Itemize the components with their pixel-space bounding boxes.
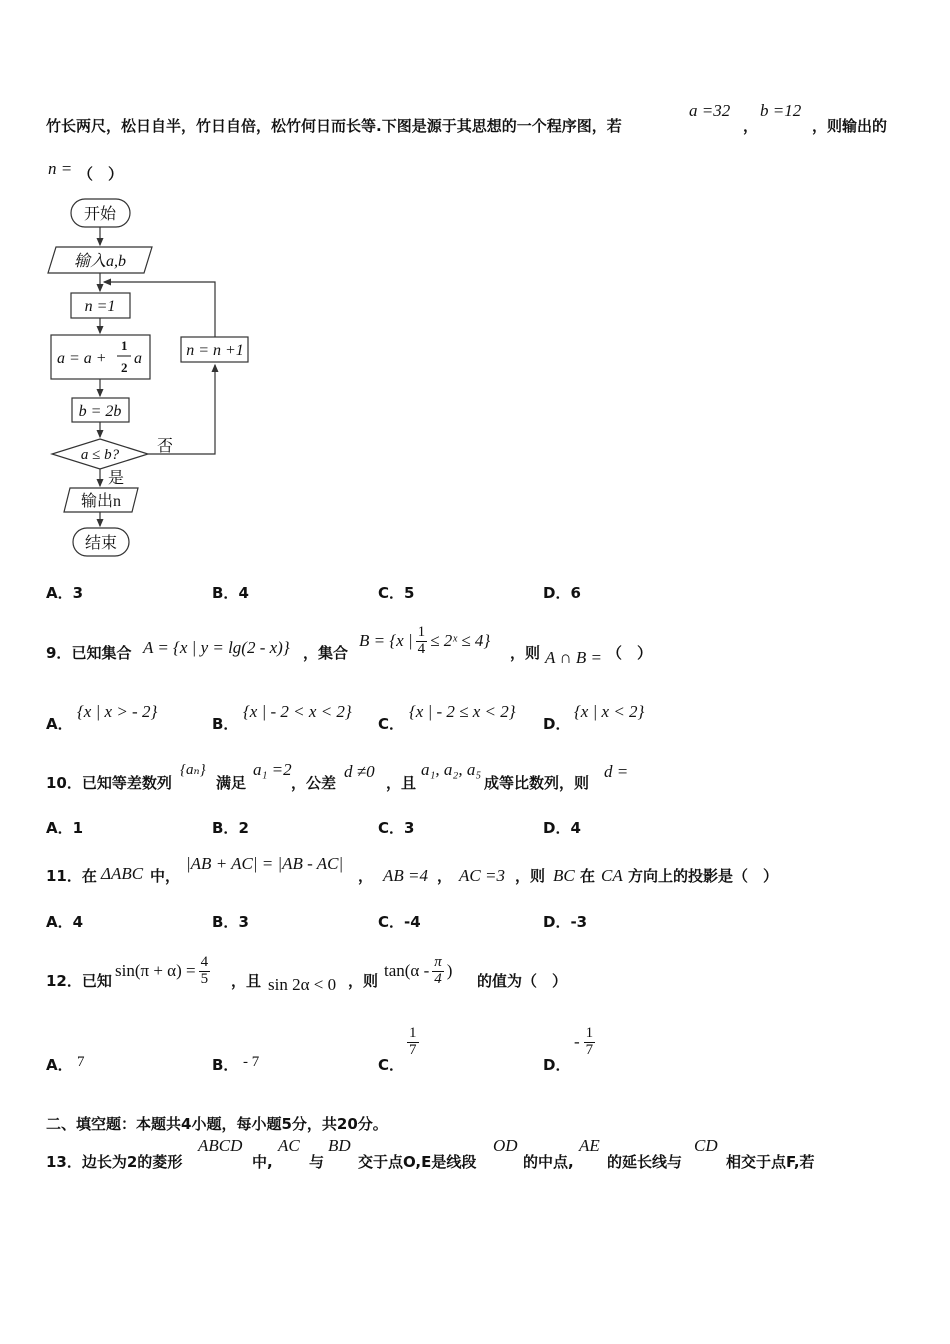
q11-ca: CA — [601, 866, 623, 885]
q12-condition: sin 2α < 0 — [268, 975, 337, 994]
q10-option-d: D．4 — [543, 819, 581, 837]
flow-condition-label: a ≤ b? — [80, 447, 120, 463]
q9-option-d-value: {x | x < 2} — [574, 702, 645, 721]
q8-option-a: A．3 — [46, 584, 84, 602]
q10-text-5: 成等比数列，则 — [484, 774, 590, 792]
q10-a1: a₁ =2 — [253, 760, 292, 779]
q11-vector-equation: |AB + AC| = |AB - AC| — [186, 854, 344, 873]
flow-b-update-label: b = 2b — [78, 403, 122, 420]
q12-option-b-label: B． — [212, 1056, 239, 1074]
q11-ab: AB =4 — [383, 866, 428, 885]
q11-text-2: 中， — [150, 867, 181, 885]
q13-cd: CD — [694, 1136, 718, 1155]
flow-input-label: 输入a,b — [73, 253, 127, 270]
q11-ac: AC =3 — [459, 866, 505, 885]
q12-text-4: 的值为（ ） — [477, 972, 568, 990]
q10-option-b: B．2 — [212, 819, 249, 837]
q8-b-condition: b =12 — [760, 101, 802, 120]
q8-option-d: D．6 — [543, 584, 581, 602]
q13-abcd: ABCD — [198, 1136, 243, 1155]
q8-option-c: C．5 — [378, 584, 415, 602]
q10-d-condition: d ≠0 — [344, 762, 375, 781]
q11-separator: ， — [358, 867, 374, 885]
q9-option-a-label: A． — [46, 715, 73, 733]
q9-number: 9．已知集合 — [46, 644, 132, 662]
q11-text-3: ，则 — [515, 867, 546, 885]
flow-a-var: a — [134, 350, 142, 367]
q9-option-d-label: D． — [543, 715, 571, 733]
q11-text-4: 在 — [580, 867, 596, 885]
q12-option-b-value: - 7 — [243, 1054, 260, 1070]
flow-start-label: 开始 — [83, 206, 117, 223]
q10-text-2: 满足 — [216, 774, 247, 792]
q12-option-c-label: C． — [378, 1056, 405, 1074]
q8-option-b: B．4 — [212, 584, 249, 602]
q10-text-4: ，且 — [386, 774, 417, 792]
q11-option-c: C．-4 — [378, 913, 421, 931]
q10-ask: d = — [604, 762, 629, 781]
q11-number: 11．在 — [46, 867, 97, 885]
q13-od: OD — [493, 1136, 518, 1155]
q8-answer-paren: （ ） — [78, 165, 124, 183]
flow-end-label: 结束 — [84, 535, 118, 552]
q12-number: 12．已知 — [46, 972, 112, 990]
flowchart — [40, 190, 270, 565]
q10-terms: a₁, a₂, a₅ — [421, 760, 482, 779]
q9-option-c-value: {x | - 2 ≤ x < 2} — [409, 702, 516, 721]
q9-expression: A ∩ B = — [545, 648, 602, 667]
q9-option-b-label: B． — [212, 715, 239, 733]
flow-n-init-label: n =1 — [84, 298, 116, 315]
q9-answer-paren: （ ） — [607, 644, 653, 662]
q13-number: 13．边长为2的菱形 — [46, 1153, 183, 1171]
q8-tail: ，则输出的 — [812, 117, 888, 135]
q12-option-a-value: 7 — [77, 1054, 85, 1070]
q12-option-a-label: A． — [46, 1056, 73, 1074]
q12-option-d-value: - $\frac{1}{7}$ — [574, 1025, 594, 1058]
q11-option-a: A．4 — [46, 913, 84, 931]
q12-text-3: ，则 — [348, 972, 379, 990]
q11-separator-2: ， — [437, 867, 453, 885]
flow-half-num: 1 — [121, 338, 128, 353]
q9-set-b: B = {x | $\frac{1}{4}$ ≤ 2ˣ ≤ 4} — [359, 623, 491, 657]
q13-bd: BD — [328, 1136, 351, 1155]
q11-option-b: B．3 — [212, 913, 249, 931]
q12-option-d-label: D． — [543, 1056, 571, 1074]
section-2-heading: 二、填空题：本题共4小题，每小题5分，共20分。 — [46, 1115, 388, 1133]
q8-separator: ， — [743, 117, 759, 135]
q8-intro: 竹长两尺，松日自半，竹日自倍，松竹何日而长等.下图是源于其思想的一个程序图，若 — [46, 117, 622, 135]
q10-option-a: A．1 — [46, 819, 84, 837]
q9-text-2: ，集合 — [303, 644, 349, 662]
q12-tangent-expression: tan(α - $\frac{\pi}{4}$ ) — [384, 953, 453, 987]
q12-sine-equation: sin(π + α) = $\frac{4}{5}$ — [115, 953, 209, 987]
q11-text-5: 方向上的投影是（ ） — [628, 867, 779, 885]
q13-ae: AE — [579, 1136, 600, 1155]
q13-ac: AC — [278, 1136, 300, 1155]
q8-a-condition: a =32 — [689, 101, 731, 120]
q12-option-c-value: $\frac{1}{7}$ — [409, 1025, 417, 1058]
flow-no-label: 否 — [157, 438, 174, 455]
q13-text-6: 的延长线与 — [607, 1153, 683, 1171]
q13-text-4: 交于点O,E是线段 — [358, 1153, 477, 1171]
q11-bc: BC — [553, 866, 575, 885]
q13-text-3: 与 — [309, 1153, 325, 1171]
q9-option-b-value: {x | - 2 < x < 2} — [243, 702, 352, 721]
q11-triangle: ΔABC — [101, 864, 144, 883]
q9-set-a: A = {x | y = lg(2 - x)} — [143, 638, 290, 657]
q11-option-d: D．-3 — [543, 913, 588, 931]
q13-text-7: 相交于点F,若 — [726, 1153, 815, 1171]
flow-increment-label: n = n +1 — [186, 342, 244, 359]
q9-text-3: ，则 — [510, 644, 541, 662]
flow-half-den: 2 — [121, 360, 128, 375]
flow-a-update-label: a = a + — [57, 350, 107, 367]
q10-option-c: C．3 — [378, 819, 415, 837]
q12-text-2: ，且 — [231, 972, 262, 990]
q13-text-5: 的中点, — [523, 1153, 574, 1171]
q13-text-2: 中, — [252, 1153, 273, 1171]
q10-sequence: {aₙ} — [180, 762, 206, 778]
flow-yes-label: 是 — [108, 470, 125, 487]
q9-option-a-value: {x | x > - 2} — [77, 702, 158, 721]
q10-text-3: ，公差 — [291, 774, 337, 792]
q9-option-c-label: C． — [378, 715, 405, 733]
flow-output-label: 输出n — [80, 493, 122, 510]
q8-n-equals: n = — [48, 159, 73, 178]
q10-number: 10．已知等差数列 — [46, 774, 172, 792]
